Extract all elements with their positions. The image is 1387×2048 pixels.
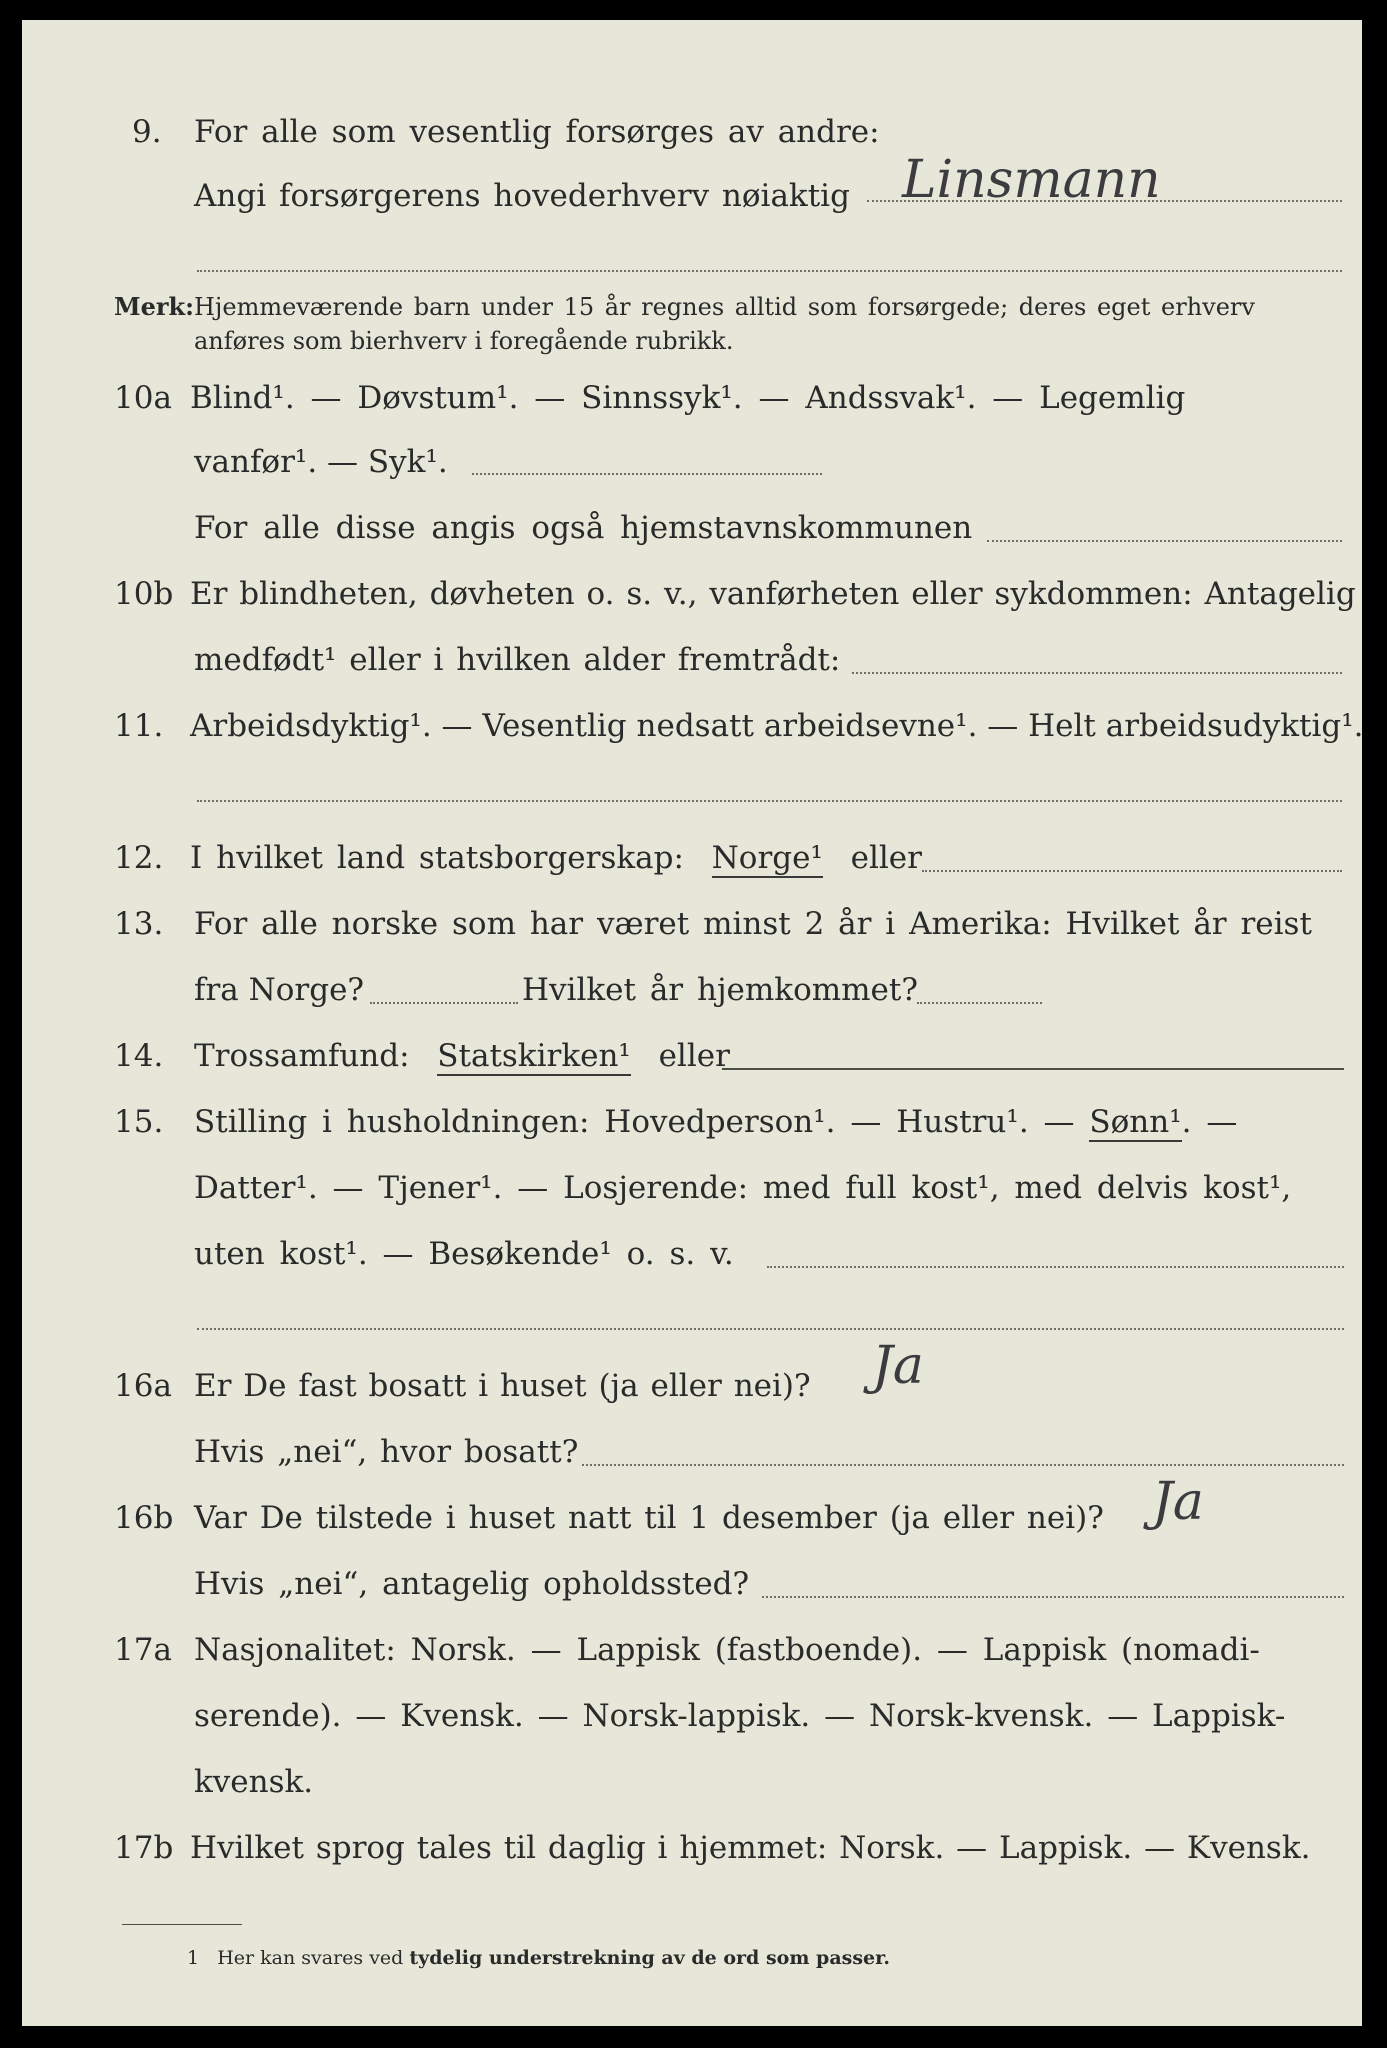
item-13-line1: For alle norske som har været minst 2 år i Amerika: Hvilket år reist [194,906,1312,942]
item-10a-line2: vanfør¹. — Syk¹. [194,444,448,480]
item-9-extra-line [197,270,1342,272]
item-12-underlined-choice: Norge¹ [711,840,823,876]
item-17b-line1: Hvilket sprog tales til daglig i hjemmet: Norsk. — Lappisk. — Kvensk. [190,1830,1311,1866]
census-form-page [22,20,1362,2026]
item-10b-answer-line [852,672,1342,674]
item-16b-answer-line [762,1596,1344,1598]
item-13-line2b: Hvilket år hjemkommet? [522,972,918,1008]
item-16a-handwritten-answer: Ja [872,1336,924,1396]
item-17a-line2: serende). — Kvensk. — Norsk-lappisk. — Norsk-kvensk. — Lappisk- [194,1698,1286,1734]
footnote [187,1946,890,1970]
footnote-text-b: tydelig understrekning av de ord som passer. [409,1947,890,1969]
item-16a-answer-line [582,1464,1344,1466]
item-15-underlined-choice: Sønn¹ [1089,1104,1182,1140]
item-11-line1: Arbeidsdyktig¹. — Vesentlig nedsatt arbeidsevne¹. — Helt arbeidsudyktig¹. [190,708,1364,744]
item-15-line1a: Stilling i husholdningen: Hovedperson¹. — Hustru¹. — [194,1104,1075,1140]
item-14-suffix: eller [658,1038,730,1074]
item-16a-line2: Hvis „nei“, hvor bosatt? [194,1434,579,1470]
item-12-suffix: eller [850,840,922,876]
item-10b-line1: Er blindheten, døvheten o. s. v., vanførheten eller sykdommen: Antagelig [190,576,1356,612]
item-17a-line1: Nasjonalitet: Norsk. — Lappisk (fastboende). — Lappisk (nomadi- [194,1632,1260,1668]
item-15-answer-line [767,1266,1344,1268]
item-16b-line1: Var De tilstede i huset natt til 1 desember (ja eller nei)? [194,1500,1104,1536]
item-16b-number: 16b [114,1500,174,1536]
item-12-answer-line [922,870,1342,872]
item-16b-line2: Hvis „nei“, antagelig opholdssted? [194,1566,750,1602]
item-14-answer-line [722,1068,1344,1070]
item-10a-municipality-line [987,540,1342,542]
note-line1: Hjemmeværende barn under 15 år regnes alltid som forsørgede; deres eget erhverv [194,293,1255,321]
item-11-answer-line [197,800,1342,802]
item-16a-line1: Er De fast bosatt i huset (ja eller nei)? [194,1368,811,1404]
item-12-number: 12. [114,840,164,876]
item-14-prefix: Trossamfund: [194,1038,410,1074]
item-14-number: 14. [114,1038,164,1074]
item-10a-line3: For alle disse angis også hjemstavnskommunen [194,510,973,546]
item-15-number: 15. [114,1104,164,1140]
item-17a-number: 17a [114,1632,172,1668]
item-11-number: 11. [114,708,164,744]
item-14-underlined-choice: Statskirken¹ [437,1038,631,1074]
item-13-line2a: fra Norge? [194,972,365,1008]
item-15-extra-line [197,1328,1344,1330]
item-9-handwritten-answer: Linsmann [902,150,1161,210]
item-10b-line2: medfødt¹ eller i hvilken alder fremtrådt: [194,642,841,678]
item-13-reist-line [370,1002,518,1004]
item-12-line [190,840,922,876]
item-15-line1c: . — [1181,1104,1238,1140]
item-12-prefix: I hvilket land statsborgerskap: [190,840,684,876]
item-13-hjemkommet-line [917,1002,1042,1004]
item-15-line1 [194,1104,1237,1140]
item-17b-number: 17b [114,1830,174,1866]
item-9-line2: Angi forsørgerens hovederhverv nøiaktig [194,178,850,214]
footnote-rule [122,1924,242,1925]
item-17a-line3: kvensk. [194,1764,314,1800]
item-10b-number: 10b [114,576,174,612]
item-10a-number: 10a [114,380,172,416]
item-9-number: 9. [132,114,162,150]
item-10a-answer-line [472,473,822,475]
footnote-mark: 1 [187,1947,200,1969]
item-13-number: 13. [114,906,164,942]
note-label: Merk: [114,292,194,321]
item-16b-handwritten-answer: Ja [1152,1472,1204,1532]
item-16a-number: 16a [114,1368,172,1404]
item-15-line3: uten kost¹. — Besøkende¹ o. s. v. [194,1236,734,1272]
item-15-line2: Datter¹. — Tjener¹. — Losjerende: med full kost¹, med delvis kost¹, [194,1170,1292,1206]
item-10a-line1: Blind¹. — Døvstum¹. — Sinnssyk¹. — Andssvak¹. — Legemlig [190,380,1186,416]
item-14-line [194,1038,730,1074]
footnote-text-a: Her kan svares ved [217,1947,404,1969]
item-9-line1: For alle som vesentlig forsørges av andre: [194,114,880,150]
note-line2: anføres som bierhverv i foregående rubrikk. [194,327,734,355]
